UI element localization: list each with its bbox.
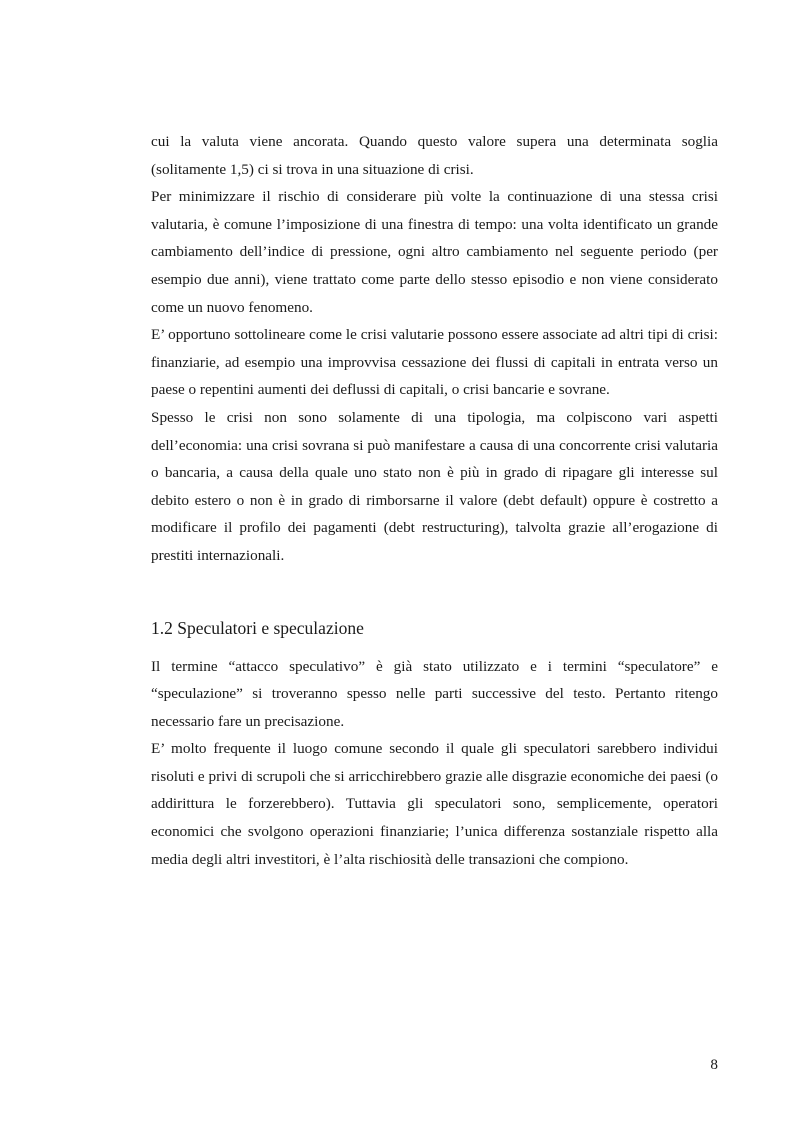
paragraph: E’ molto frequente il luogo comune secondo il quale gli speculatori sarebbero individui risoluti e privi di scrupoli che si arricchirebbero grazie alle disgrazie economiche dei paesi (o addirittura le forzerebbero). Tuttavia gli speculatori sono, semplicemente, operatori economici che svolgono operazioni finanziarie; l’unica differenza sostanziale rispetto alla media degli altri investitori, è l’alta rischiosità delle transazioni che compiono. (151, 740, 718, 868)
paragraph: Il termine “attacco speculativo” è già stato utilizzato e i termini “speculatore” e “speculazione” si troveranno spesso nelle parti successive del testo. Pertanto ritengo necessario fare un precisazione. (151, 657, 718, 730)
section-spacer (151, 570, 718, 616)
section-heading: 1.2 Speculatori e speculazione (151, 617, 364, 638)
section-speculatori (151, 616, 718, 874)
paragraph: cui la valuta viene ancorata. Quando questo valore supera una determinata soglia (solitamente 1,5) ci si trova in una situazione di crisi. (151, 133, 718, 178)
paragraph: E’ opportuno sottolineare come le crisi valutarie possono essere associate ad altri tipi di crisi: finanziarie, ad esempio una improvvisa cessazione dei flussi di capitali in entrata verso un paese o repentini aumenti dei deflussi di capitali, o crisi bancarie e sovrane. (151, 326, 718, 399)
page-number: 8 (710, 1056, 718, 1073)
paragraph: Spesso le crisi non sono solamente di una tipologia, ma colpiscono vari aspetti dell’economia: una crisi sovrana si può manifestare a causa di una concorrente crisi valutaria o bancaria, a causa della quale uno stato non è più in grado di ripagare gli interesse sul debito estero o non è in grado di rimborsarne il valore (debt default) oppure è costretto a modificare il profilo dei pagamenti (debt restructuring), talvolta grazie all’erogazione di prestiti internazionali. (151, 408, 718, 564)
section-crisi-valutarie (151, 128, 718, 570)
document-page (151, 128, 718, 873)
paragraph: Per minimizzare il rischio di considerare più volte la continuazione di una stessa crisi valutaria, è comune l’imposizione di una finestra di tempo: una volta identificato un grande cambiamento dell’indice di pressione, ogni altro cambiamento nel seguente periodo (per esempio due anni), viene trattato come parte dello stesso episodio e non viene considerato come un nuovo fenomeno. (151, 188, 718, 316)
